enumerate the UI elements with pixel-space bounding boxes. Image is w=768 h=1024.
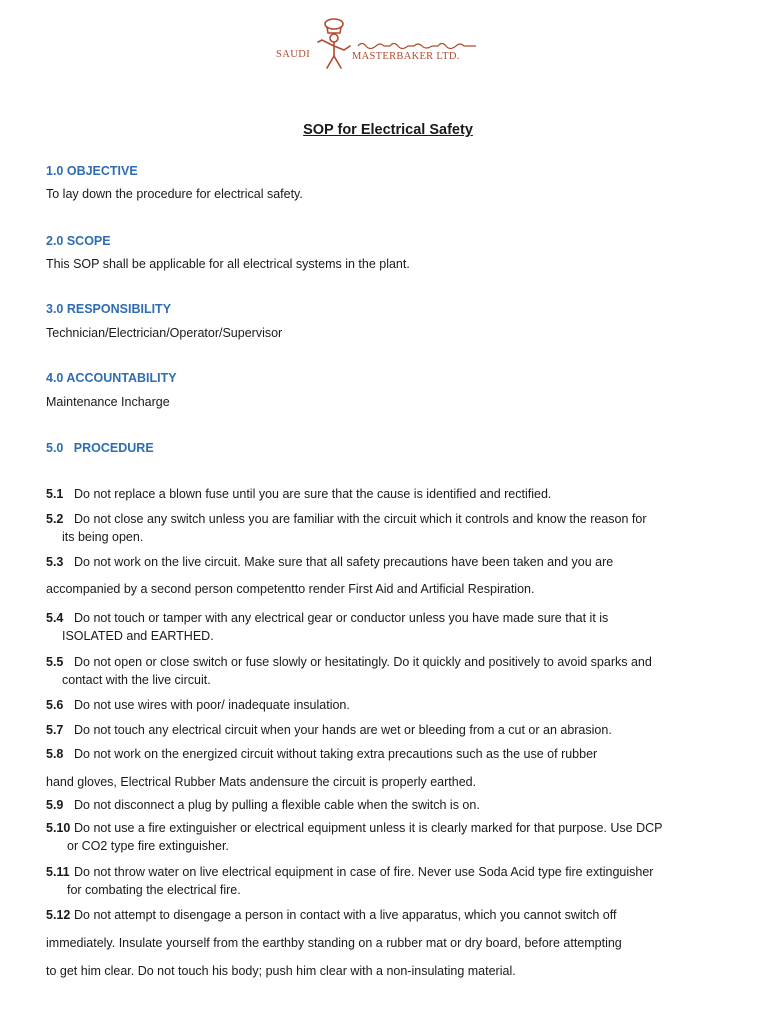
item-text: Do not attempt to disengage a person in contact with a live apparatus, which you cannot switch off [74, 908, 617, 922]
item-number: 5.5 [46, 655, 64, 669]
item-text: Do not open or close switch or fuse slowly or hesitatingly. Do it quickly and positively to avoid sparks and [74, 655, 652, 669]
procedure-heading: 5.0 PROCEDURE [46, 441, 154, 455]
item-text: hand gloves, Electrical Rubber Mats andensure the circuit is properly earthed. [46, 775, 477, 789]
item-text: Do not work on the energized circuit without taking extra precautions such as the use of rubber [74, 747, 598, 761]
page-title: SOP for Electrical Safety [303, 122, 473, 138]
item-text: to get him clear. Do not touch his body; push him clear with a non-insulating material. [46, 964, 516, 978]
accountability-text: Maintenance Incharge [46, 395, 170, 409]
item-text: ISOLATED and EARTHED. [62, 629, 214, 643]
item-text: Do not throw water on live electrical equipment in case of fire. Never use Soda Acid type fire extinguisher [74, 865, 654, 879]
item-number: 5.8 [46, 747, 64, 761]
item-number: 5.6 [46, 698, 64, 712]
scope-heading: 2.0 SCOPE [46, 234, 111, 248]
item-text: immediately. Insulate yourself from the earthby standing on a rubber mat or dry board, before attempting [46, 936, 622, 950]
item-number: 5.4 [46, 611, 64, 625]
item-number: 5.7 [46, 723, 64, 737]
item-text: Do not work on the live circuit. Make sure that all safety precautions have been taken and you are [74, 555, 614, 569]
item-text: Do not use a fire extinguisher or electrical equipment unless it is clearly marked for that purpose. Use DCP [74, 821, 663, 835]
logo-text-saudi: SAUDI [276, 49, 311, 60]
responsibility-text: Technician/Electrician/Operator/Supervisor [46, 326, 283, 340]
item-number: 5.12 [46, 908, 71, 922]
item-text: or CO2 type fire extinguisher. [67, 839, 229, 853]
objective-heading: 1.0 OBJECTIVE [46, 164, 138, 178]
item-number: 5.9 [46, 798, 64, 812]
item-number: 5.2 [46, 512, 64, 526]
item-text: its being open. [62, 530, 144, 544]
item-text: Do not disconnect a plug by pulling a flexible cable when the switch is on. [74, 798, 480, 812]
item-number: 5.11 [46, 865, 70, 879]
item-number: 5.1 [46, 487, 64, 501]
objective-text: To lay down the procedure for electrical safety. [46, 187, 303, 201]
scope-text: This SOP shall be applicable for all electrical systems in the plant. [46, 257, 410, 271]
item-text: contact with the live circuit. [62, 673, 211, 687]
item-number: 5.10 [46, 821, 71, 835]
item-text: Do not touch or tamper with any electrical gear or conductor unless you have made sure that it is [74, 611, 609, 625]
item-text: Do not use wires with poor/ inadequate insulation. [74, 698, 350, 712]
item-text: for combating the electrical fire. [67, 883, 241, 897]
item-text: accompanied by a second person competentto render First Aid and Artificial Respiration. [46, 582, 535, 596]
responsibility-heading: 3.0 RESPONSIBILITY [46, 302, 172, 316]
logo-arabic-script [356, 39, 478, 49]
item-text: Do not touch any electrical circuit when your hands are wet or bleeding from a cut or an abrasion. [74, 723, 612, 737]
item-text: Do not replace a blown fuse until you are sure that the cause is identified and rectified. [74, 487, 552, 501]
accountability-heading: 4.0 ACCOUNTABILITY [46, 371, 177, 385]
item-number: 5.3 [46, 555, 64, 569]
chef-icon [314, 16, 354, 72]
company-logo [268, 14, 482, 78]
item-text: Do not close any switch unless you are familiar with the circuit which it controls and know the reason for [74, 512, 647, 526]
logo-text-masterbaker: MASTERBAKER LTD. [352, 51, 460, 62]
